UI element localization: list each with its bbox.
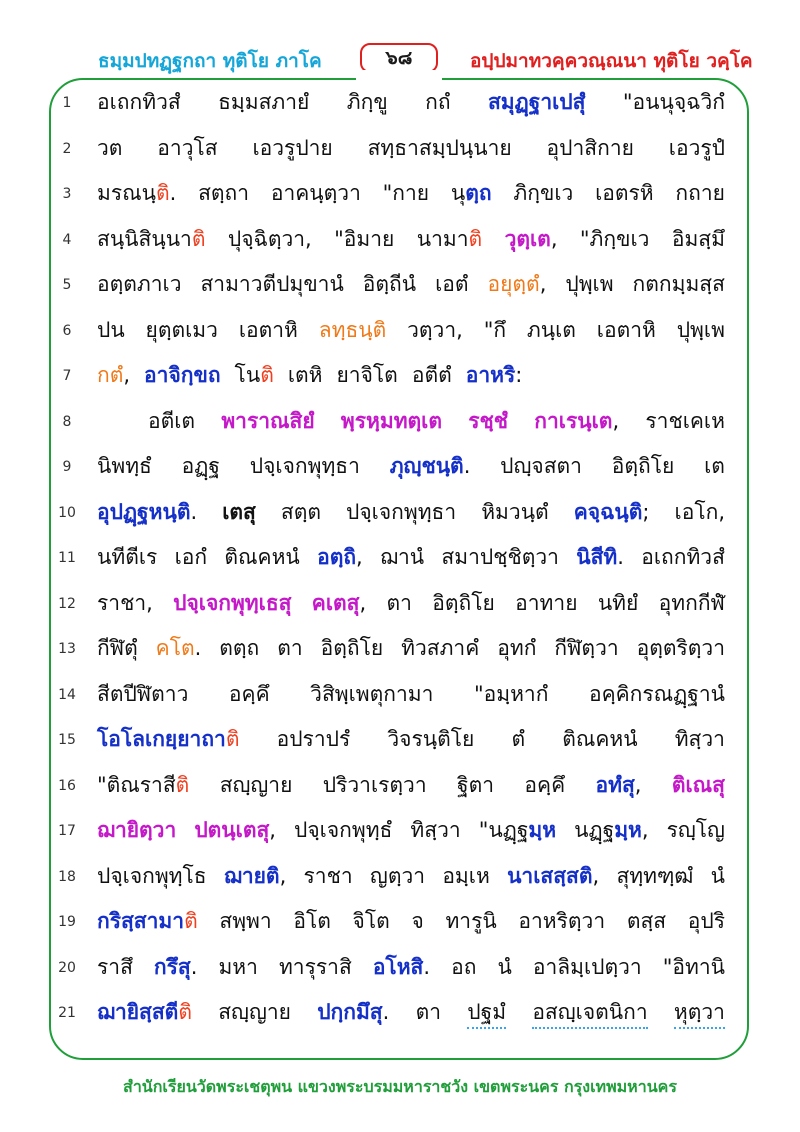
text-line [0,588,800,618]
line-text [97,497,725,527]
word: ตตฺถ [219,636,260,660]
text-line [0,770,800,800]
word: อาจิกฺขถ [144,363,221,387]
line-text [97,724,725,754]
word: สามาวตีปมุขานํ [200,272,344,296]
word: กถาย [675,181,725,205]
word: ฌายติ, [223,863,287,888]
line-text [97,770,725,800]
word: ภิกฺขเว [513,181,574,205]
word: ฌานํ [380,545,425,569]
line-text [97,87,725,117]
word: อาคนฺตฺวา [270,181,361,205]
word: จิโต [352,909,390,933]
line-text [97,906,725,936]
line-number: 18 [58,868,76,885]
text-line [0,497,800,527]
word: โนติ [234,363,274,387]
word: อิตฺถิโย [432,590,495,615]
word: นามาติ [416,226,483,251]
word: อตฺถิ, [317,545,363,569]
word: อาหริตฺวา [518,909,606,933]
word: อโหสิ. [372,954,431,979]
word: ติณคหนํ [224,545,300,569]
word: นํ [497,954,512,979]
line-number: 8 [62,413,72,430]
word: ตํ [511,727,526,751]
word: ฌายิตฺวา [97,818,177,842]
text-line [0,633,800,663]
word: "กาย [382,181,430,205]
word: นํ [710,863,725,888]
word: สพฺพา [219,909,272,933]
line-number: 16 [58,777,76,794]
word: กริสฺสามาติ [97,909,198,933]
word: สตฺถา [198,181,250,205]
word: สมุฏฺฐาเปสุํ [487,90,586,114]
word: อตฺตภาเว [97,272,182,296]
line-number: 10 [58,504,76,521]
line-text [97,269,725,299]
word: อิมสฺมึ [671,226,725,251]
word: ปจฺเจกพุทฺโธ [97,863,207,888]
word: "อิทานิ [662,954,725,979]
line-text [97,815,725,845]
word: ติเณสุ [671,772,725,797]
word: อาลิมฺเปตฺวา [532,954,642,979]
word: สญฺญาย [218,1000,291,1024]
text-line [0,406,800,436]
text-line [0,997,800,1027]
word: คจฺฉนฺติ; [573,499,650,524]
word: กีฬิตุํ [97,636,138,660]
word: ปตนฺเตสุ, [194,818,276,842]
line-number: 7 [62,368,72,384]
word: นทีตีเร [97,545,158,569]
word: ญตฺวา [369,863,426,888]
word: ฐิตา [457,772,495,797]
word: เอวรูปํ [668,135,725,160]
word: นิพทฺธํ [97,454,152,478]
word: สีตปีฬิตาว [97,681,189,706]
word: อถ [451,954,477,979]
line-number: 2 [62,140,72,157]
word: หุตฺวา [674,997,725,1029]
word: "นฏฺฐมฺห [478,818,557,842]
word: เอตํ [435,272,469,296]
line-text [97,542,725,572]
word: อาวุโส [157,135,218,160]
word: ทิสฺวา [674,727,725,751]
page-number: ๖๘ [360,43,438,73]
word: อฏฺฐ [181,454,220,478]
line-number: 17 [58,823,76,839]
word: สมาปชฺชิตฺวา [441,545,559,569]
word: ภุญฺชนฺติ. [389,454,471,478]
word: ติณคหนํ [562,727,638,751]
word: ปฐมํ [467,997,506,1029]
word: อุทกกีฬํ [658,590,725,615]
line-number: 12 [58,595,76,612]
text-line [0,87,800,117]
word: หิมวนฺตํ [481,499,549,524]
line-text [97,451,725,481]
line-number: 9 [62,459,72,475]
word: ปริวาเรตฺวา [322,772,427,797]
word: มรณนฺติ. [97,181,177,205]
word: "อมฺหากํ [473,681,549,706]
word: อสญฺเจตนิกา [532,997,647,1029]
line-number: 11 [58,550,76,566]
word: กีฬิตฺวา [554,636,619,660]
word: ยาจิโต [336,363,398,387]
word: อุปริ [687,909,725,933]
word: สนฺนิสินฺนาติ [97,226,206,251]
word: อคฺคึ [524,772,566,797]
word: ราชเคเห [645,408,725,433]
word: "อนนุจฺฉวิกํ [622,90,725,114]
text-line [0,861,800,891]
word: เตหิ [287,363,323,387]
line-text [97,133,725,163]
line-number: 5 [62,277,72,293]
word: อุทกํ [497,636,537,660]
line-text [97,224,725,254]
word: กถํ [425,90,451,114]
line-number: 4 [62,231,72,248]
word: คโต. [155,636,202,660]
line-number: 6 [62,322,72,339]
word: กตํ, [97,363,131,387]
line-text [97,679,725,709]
text-line [0,178,800,208]
footer-text: สำนักเรียนวัดพระเชตุพน แขวงพระบรมมหาราชวัง เขตพระนคร กรุงเทพมหานคร [123,1077,677,1096]
word: พฺรหฺมทตฺเต [340,408,442,433]
line-text [97,588,725,618]
word: คเตสุ, [311,590,367,615]
word: อิโต [293,909,331,933]
word: ราชา [303,863,353,888]
word: ทารูนิ [445,909,497,933]
word: ภนฺเต [526,317,576,342]
text-line [0,815,800,845]
line-number: 15 [58,732,76,748]
word: อเถกทิวสํ [97,90,181,114]
word: วต [97,135,123,160]
word: ทิวสภาคํ [401,636,480,660]
word: ปุพฺเพ [676,317,725,342]
word: วิจรนฺติโย [387,727,475,751]
text-line [0,542,800,572]
word: ปจฺเจกพุทฺเธสุ [173,590,292,615]
word: อตีตํ [411,363,452,387]
word: ตา [277,636,303,660]
word: เอตาหิ [238,317,298,342]
word: ปน [97,317,125,342]
word: อยุตฺตํ, [487,272,547,296]
word: นุตฺถ [450,181,492,205]
word: อาทาย [515,590,578,615]
word: ปุจฺฉิตฺวา, [227,226,312,251]
text-line [0,952,800,982]
word: ยุตฺตเมว [145,317,218,342]
word: ภิกฺขู [346,90,388,114]
chapter-title: อปฺปมาทวคฺควณฺณนา ทุติโย วคฺโค [470,50,753,72]
line-number: 1 [62,95,72,111]
word: ลทฺธนฺติ [318,317,387,342]
word: ปกฺกมึสุ. [317,1000,390,1024]
word: "อิมาย [334,226,395,251]
word: ปญฺจสตา [500,454,582,478]
word: ปุพฺเพ [565,272,614,296]
word: อิตฺถิโย [320,636,384,660]
word: นาเสสฺสติ, [507,863,600,888]
line-text [97,952,725,982]
word: ราชา, [97,590,153,615]
line-text [97,997,725,1029]
word: วตฺวา, [407,317,463,342]
text-line [0,451,800,481]
word: ทารุราสิ [278,954,352,979]
word: รชฺชํ [468,408,509,433]
word: "ภิกฺขเว [579,226,650,251]
word: พาราณสิยํ [221,408,315,433]
word: ธมฺมสภายํ [218,90,310,114]
word: "กึ [483,317,507,342]
word: อิตฺถีนํ [362,272,417,296]
word: ฌายิสฺสตีติ [97,1000,192,1024]
book-title: ธมฺมปทฏฺฐกถา ทุติโย ภาโค [98,50,322,72]
word: สุทฺทฑฺฒํ [616,863,694,888]
word: อคฺคิกรณฏฺฐานํ [588,681,725,706]
word: เอตาหิ [596,317,656,342]
line-text [97,178,725,208]
word: อุตฺตริตฺวา [636,636,725,660]
word: สทฺธาสมฺปนฺนาย [367,135,512,160]
word: อาหริ: [465,363,523,387]
frame-gap [356,70,442,84]
word: เอตรหิ [595,181,654,205]
line-text [148,406,725,436]
word: ปจฺเจกพุทฺธา [346,499,457,524]
text-line [0,724,800,754]
word: อเถกทิวสํ [641,545,725,569]
line-text [97,633,725,663]
word: โอโลเกยฺยาถาติ [97,727,240,751]
line-number: 21 [58,1005,76,1021]
word: นทิยํ [597,590,639,615]
line-number: 14 [58,686,76,703]
word: นิสีทิ. [576,545,624,569]
word: มหา [218,954,258,979]
word: ทิสฺวา [410,818,461,842]
word: วุตฺเต, [504,226,558,251]
line-number: 20 [58,959,76,976]
word: วิสิพฺเพตุกามา [310,681,434,706]
word: กรึสุ. [153,954,198,979]
word: ตา [415,1000,442,1024]
word: อตีเต [148,408,196,433]
text-line [0,133,800,163]
line-text [97,861,725,891]
word: เตสุ [222,499,256,524]
word: อปราปรํ [276,727,351,751]
line-text [97,315,725,345]
word: กตกมฺมสฺส [632,272,725,296]
word: เอโก, [674,499,725,524]
word: ปจฺเจกพุทฺธา [249,454,360,478]
line-number: 3 [62,186,72,202]
word: อคฺคึ [228,681,270,706]
text-line [0,224,800,254]
line-number: 13 [58,641,76,657]
word: ตา [386,590,412,615]
word: รญฺโญ [666,818,725,842]
word: อมฺเห [442,863,490,888]
line-number: 19 [58,914,76,930]
line-text [97,360,725,390]
text-line [0,360,800,390]
word: กาเรนฺเต, [534,408,620,433]
word: เต [704,454,725,478]
word: อุปฏฺฐหนฺติ. [97,499,198,524]
word: นฏฺฐมฺห, [574,818,649,842]
text-line [0,906,800,936]
text-line [0,679,800,709]
word: เอกํ [174,545,208,569]
word: ราสึ [97,954,133,979]
word: สญฺญาย [219,772,293,797]
text-line [0,269,800,299]
word: อทํสุ, [595,772,642,797]
word: อุปาสิกาย [546,135,634,160]
word: เอวรูปาย [252,135,333,160]
word: ปจฺเจกพุทฺธํ [294,818,393,842]
word: ตสฺส [626,909,667,933]
word: "ติณราสีติ [97,772,190,797]
text-line [0,315,800,345]
word: อิตฺถิโย [611,454,675,478]
word: จ [411,909,424,933]
word: สตฺต [280,499,321,524]
